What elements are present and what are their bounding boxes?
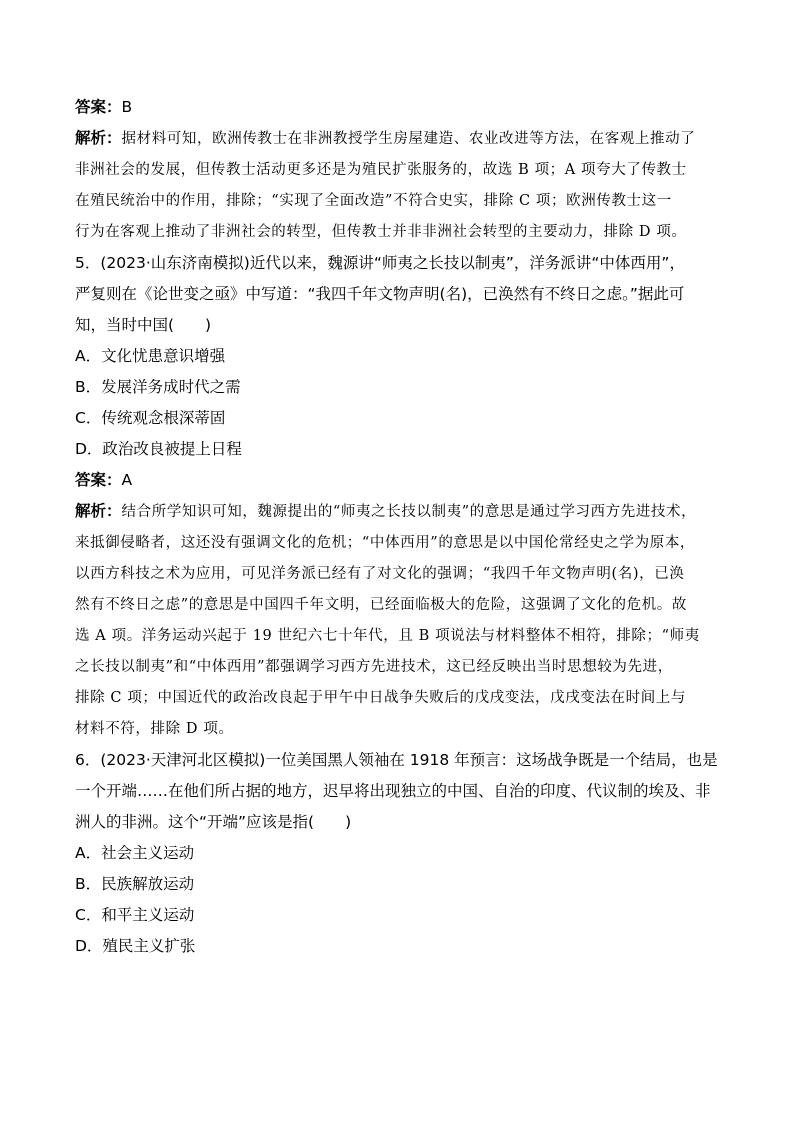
option-d [75,434,721,465]
option-b [75,869,721,900]
document-page [75,92,721,962]
explanation-text: 来抵御侵略者，这还没有强调文化的危机；“中体西用”的意思是以中国伦常经史之学为原本， [75,535,696,551]
question-5-line [75,248,721,279]
option-text: A．社会主义运动 [75,844,195,862]
option-a [75,341,721,372]
answer-label: 答案： [75,471,122,489]
answer-label: 答案： [75,98,122,116]
explanation-text: 选 A 项。洋务运动兴起于 19 世纪六七十年代，且 B 项说法与材料整体不相符，排除；“师夷 [75,628,700,644]
explanation-line [75,186,721,217]
explanation-text: 结合所学知识可知，魏源提出的“师夷之长技以制夷”的意思是通过学习西方先进技术， [121,504,697,520]
option-text: B．发展洋务成时代之需 [75,378,241,396]
answer-value: B [121,98,133,116]
question-5-line [75,310,721,341]
question-text: 5．(2023·山东济南模拟)近代以来，魏源讲“师夷之长技以制夷”，洋务派讲“中体西用”， [75,254,685,272]
option-text: B．民族解放运动 [75,875,195,893]
answer-line [75,465,721,496]
explanation-line [75,559,721,590]
answer-line [75,92,721,123]
question-text: 知，当时中国( ) [75,316,212,334]
option-text: D．殖民主义扩张 [75,937,196,955]
option-c [75,403,721,434]
option-c [75,900,721,931]
explanation-text: 在殖民统治中的作用，排除；“实现了全面改造”不符合史实，排除 C 项；欧洲传教士这一 [75,193,672,209]
explanation-line [75,123,721,155]
option-text: D．政治改良被提上日程 [75,440,242,458]
explanation-label: 解析： [75,129,122,147]
explanation-text: 材料不符，排除 D 项。 [75,721,234,737]
explanation-line [75,714,721,745]
question-6-line [75,807,721,838]
question-text: 严复则在《论世变之亟》中写道：“我四千年文物声明(名)，已涣然有不终日之虑。”据此可 [75,285,685,303]
explanation-line [75,217,721,248]
explanation-line [75,683,721,714]
option-a [75,838,721,869]
option-text: C．和平主义运动 [75,906,195,924]
question-text: 6．(2023·天津河北区模拟)一位美国黑人领袖在 1918 年预言：这场战争既是一个结局，也是 [75,751,718,769]
answer-value: A [121,471,133,489]
explanation-line [75,652,721,683]
option-text: C．传统观念根深蒂固 [75,409,226,427]
explanation-text: 以西方科技之术为应用，可见洋务派已经有了对文化的强调；“我四千年文物声明(名)，已涣 [75,566,685,582]
question-6-line [75,776,721,807]
explanation-line [75,621,721,652]
explanation-line [75,155,721,186]
explanation-line [75,496,721,528]
question-5-line [75,279,721,310]
explanation-text: 排除 C 项；中国近代的政治改良起于甲午中日战争失败后的戊戌变法，戊戌变法在时间上与 [75,690,687,706]
explanation-text: 非洲社会的发展，但传教士活动更多还是为殖民扩张服务的，故选 B 项；A 项夸大了传教士 [75,162,687,178]
explanation-line [75,590,721,621]
explanation-text: 据材料可知，欧洲传教士在非洲教授学生房屋建造、农业改进等方法，在客观上推动了 [121,131,696,147]
option-b [75,372,721,403]
explanation-text: 行为在客观上推动了非洲社会的转型，但传教士并非非洲社会转型的主要动力，排除 D 项。 [75,224,687,240]
question-text: 一个开端……在他们所占据的地方，迟早将出现独立的中国、自治的印度、代议制的埃及、非 [75,782,711,800]
question-6-line [75,745,721,776]
explanation-text: 然有不终日之虑”的意思是中国四千年文明，已经面临极大的危险，这强调了文化的危机。故 [75,597,688,613]
question-text: 洲人的非洲。这个“开端”应该是指( ) [75,813,352,831]
explanation-line [75,528,721,559]
option-d [75,931,721,962]
option-text: A．文化忧患意识增强 [75,347,226,365]
explanation-text: 之长技以制夷”和“中体西用”都强调学习西方先进技术，这已经反映出当时思想较为先进， [75,659,673,675]
explanation-label: 解析： [75,502,122,520]
